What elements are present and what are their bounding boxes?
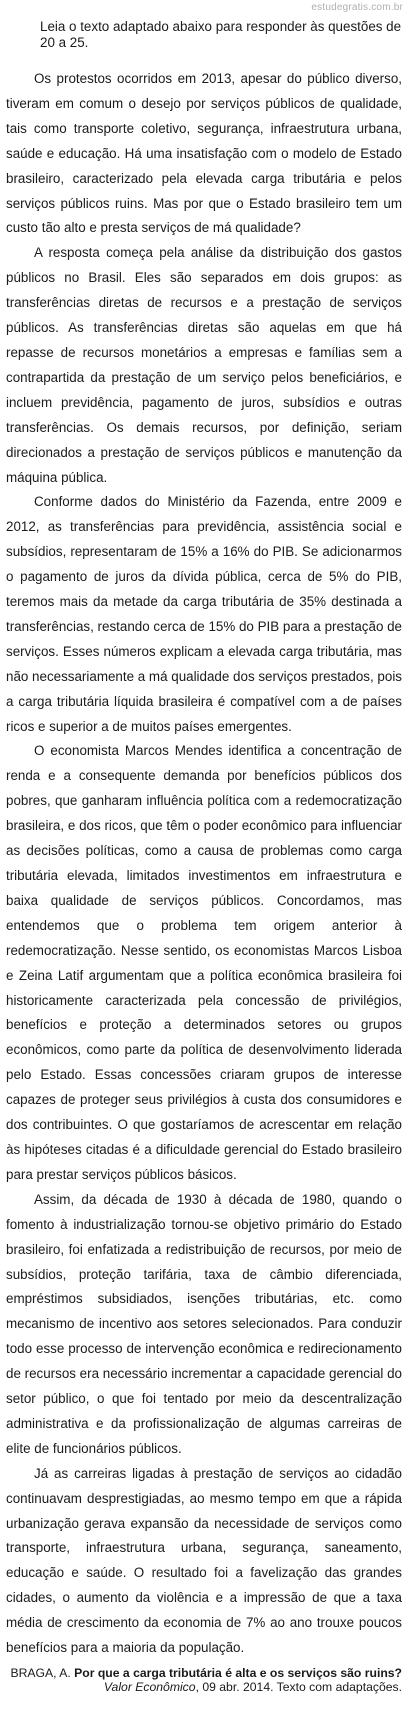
citation-details: , 09 abr. 2014. Texto com adaptações.: [195, 1680, 402, 1694]
document: [6, 19, 404, 1661]
intro-instruction: Leia o texto adaptado abaixo para responder às questões de 20 a 25.: [40, 19, 402, 50]
source-citation: [6, 1666, 402, 1694]
paragraph-1: Os protestos ocorridos em 2013, apesar do público diverso, tiveram em comum o desejo por serviços públicos de qualidade, tais como transporte coletivo, segurança, infraestrutura urbana, saúde e educação. Há uma insatisfação com o modelo de Estado brasileiro, caracterizado pela elevada carga tributária e pelos serviços públicos ruins. Mas por que o Estado brasileiro tem um custo tão alto e presta serviços de má qualidade?: [6, 71, 402, 236]
citation-journal: Valor Econômico: [103, 1680, 196, 1694]
citation-title: Por que a carga tributária é alta e os serviços são ruins?: [74, 1666, 402, 1680]
citation-line-1: [6, 1666, 402, 1680]
paragraph-3: Conforme dados do Ministério da Fazenda, entre 2009 e 2012, as transferências para previdência, assistência social e subsídios, representaram de 15% a 16% do PIB. Se adicionarmos o pagamento de juros da dívida pública, cerca de 5% do PIB, teremos mais da metade da carga tributária de 35% destinada a transferências, restando cerca de 15% do PIB para a prestação de serviços. Esses números explicam a elevada carga tributária, mas não necessariamente a má qualidade dos serviços prestados, pois a carga tributária líquida brasileira é compatível com a de países ricos e superior a de muitos países emergentes.: [6, 494, 403, 734]
paragraph-6: Já as carreiras ligadas à prestação de serviços ao cidadão continuavam desprestigiadas, ao mesmo tempo em que a rápida urbanização gerava expansão da necessidade de serviços como transporte, infraestrutura urbana, segurança, saneamento, educação e saúde. O resultado foi a favelização das grandes cidades, o aumento da violência e a impressão de que a taxa média de crescimento da economia de 7% ao ano trouxe poucos benefícios para a maioria da população.: [6, 1465, 402, 1656]
citation-line-2: [6, 1680, 402, 1694]
citation-author: BRAGA, A.: [10, 1666, 71, 1680]
paragraph-4: O economista Marcos Mendes identifica a concentração de renda e a consequente demanda por benefícios públicos dos pobres, que ganharam influência política com a redemocratização brasileira, e dos ricos, que têm o poder econômico para influenciar as decisões políticas, como a causa de problemas como carga tributária elevada, limitados investimentos em infraestrutura e baixa qualidade de serviços públicos. Concordamos, mas entendemos que o problema tem origem anterior à redemocratização. Nesse sentido, os economistas Marcos Lisboa e Zeina Latif argumentam que a política econômica brasileira foi historicamente caracterizada pela concessão de privilégios, benefícios e proteção a determinados setores ou grupos econômicos, como parte da política de desenvolvimento liderada pelo Estado. Essas concessões criaram grupos de interesse capazes de proteger seus privilégios à custa dos consumidores e dos contribuintes. O que gostaríamos de acrescentar em relação às hipóteses citadas é a dificuldade gerencial do Estado brasileiro para prestar serviços públicos básicos.: [6, 743, 402, 1182]
paragraph-5: Assim, da década de 1930 à década de 1980, quando o fomento à industrialização tornou-se objetivo primário do Estado brasileiro, foi enfatizada a redistribuição de recursos, por meio de subsídios, proteção tarifária, taxa de câmbio diferenciada, empréstimos subsidiados, isenções tributárias, etc. como mecanismo de incentivo aos setores selecionados. Para conduzir todo esse processo de intervenção econômica e redirecionamento de recursos era necessário incrementar a capacidade gerencial do setor público, o que foi tentado por meio da descentralização administrativa e da profissionalização de algumas carreiras de elite de funcionários públicos.: [6, 1191, 402, 1456]
article-body: [6, 67, 404, 1661]
paragraph-2: A resposta começa pela análise da distribuição dos gastos públicos no Brasil. Eles são separados em dois grupos: as transferências diretas de recursos e a prestação de serviços públicos. As transferências diretas são aquelas em que há repasse de recursos monetários a empresas e famílias sem a contrapartida da prestação de um serviço pelos beneficiários, e incluem previdência, pagamento de juros, subsídios e outras transferências. Os demais recursos, por definição, seriam direcionados a prestação de serviços públicos e manutenção da máquina pública.: [6, 245, 402, 485]
watermark: estudegratis.com.br: [311, 2, 403, 13]
